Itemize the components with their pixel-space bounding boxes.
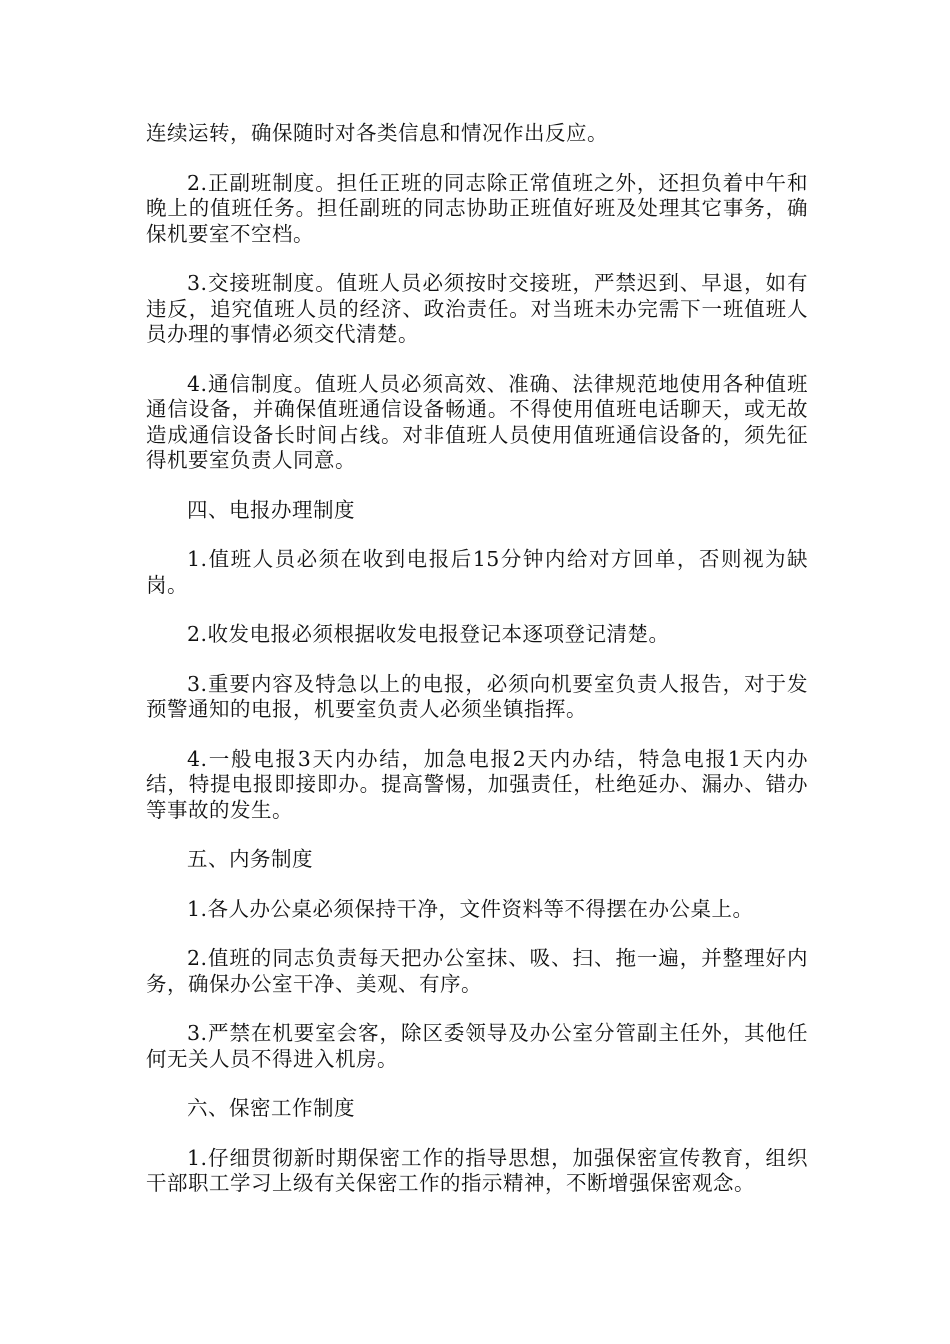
section-heading-internal-affairs: 五、内务制度 [187,847,313,871]
document-body [146,121,808,1221]
paragraph-confidentiality-1: 1.仔细贯彻新时期保密工作的指导思想，加强保密宣传教育，组织干部职工学习上级有关保密工作的指示精神，不断增强保密观念。 [146,1145,808,1195]
paragraph-continuation: 连续运转，确保随时对各类信息和情况作出反应。 [146,121,608,145]
paragraph-communication-system: 4.通信制度。值班人员必须高效、准确、法律规范地使用各种值班通信设备，并确保值班通信设备畅通。不得使用值班电话聊天，或无故造成通信设备长时间占线。对非值班人员使用值班通信设备的，须先征得机要室负责人同意。 [146,371,808,472]
paragraph-internal-1: 1.各人办公桌必须保持干净，文件资料等不得摆在办公桌上。 [187,896,754,921]
paragraph-internal-2: 2.值班的同志负责每天把办公室抹、吸、扫、拖一遍，并整理好内务，确保办公室干净、美观、有序。 [146,946,808,996]
paragraph-telegram-3: 3.重要内容及特急以上的电报，必须向机要室负责人报告，对于发预警通知的电报，机要室负责人必须坐镇指挥。 [146,671,808,721]
paragraph-shift-system: 2.正副班制度。担任正班的同志除正常值班之外，还担负着中午和晚上的值班任务。担任副班的同志协助正班值好班及处理其它事务，确保机要室不空档。 [146,170,808,246]
paragraph-internal-3: 3.严禁在机要室会客，除区委领导及办公室分管副主任外，其他任何无关人员不得进入机房。 [146,1021,808,1071]
paragraph-telegram-4: 4.一般电报3天内办结，加急电报2天内办结，特急电报1天内办结，特提电报即接即办。提高警惕，加强责任，杜绝延办、漏办、错办等事故的发生。 [146,746,808,822]
paragraph-telegram-1: 1.值班人员必须在收到电报后15分钟内给对方回单，否则视为缺岗。 [146,547,808,597]
section-heading-telegram: 四、电报办理制度 [187,497,355,522]
section-heading-confidentiality: 六、保密工作制度 [187,1096,355,1120]
paragraph-handover-system: 3.交接班制度。值班人员必须按时交接班，严禁迟到、早退，如有违反，追究值班人员的经济、政治责任。对当班未办完需下一班值班人员办理的事情必须交代清楚。 [146,271,808,346]
paragraph-telegram-2: 2.收发电报必须根据收发电报登记本逐项登记清楚。 [187,622,670,646]
